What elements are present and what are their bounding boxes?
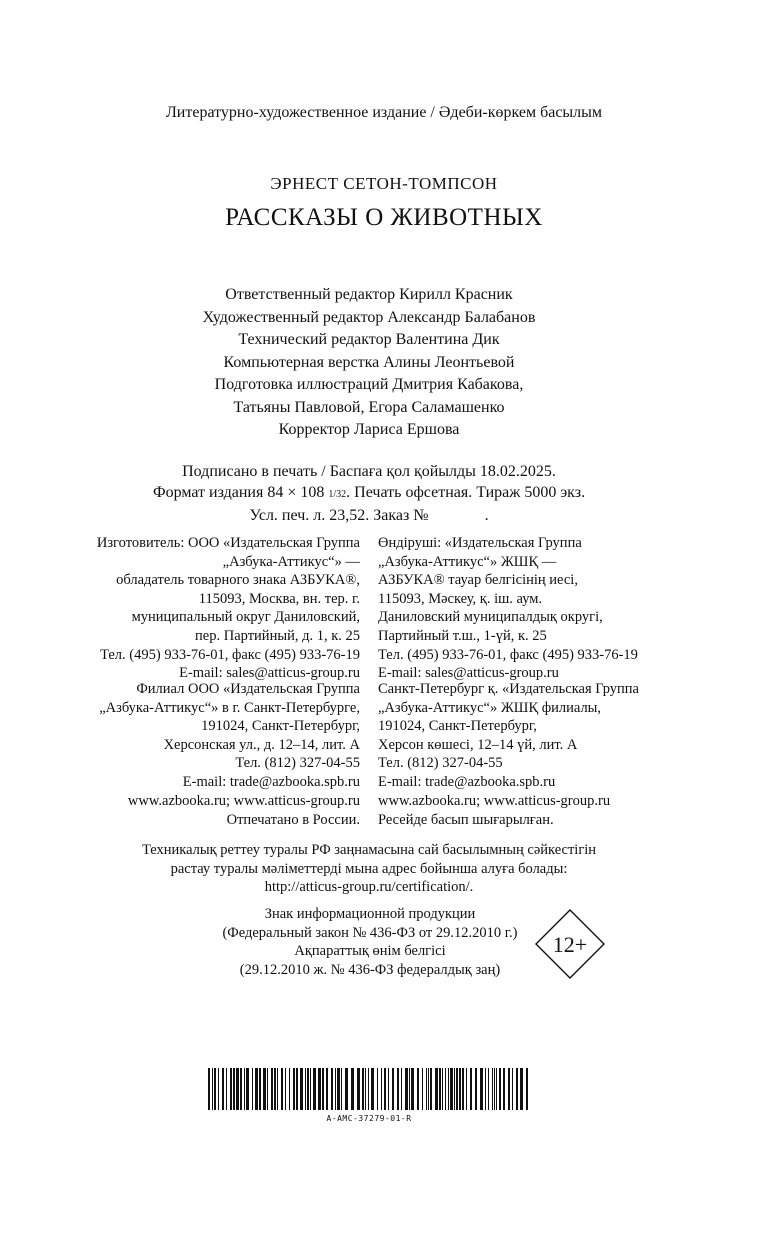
manufacturer-ru-line: 115093, Москва, вн. тер. г.	[198, 590, 360, 607]
barcode-bar	[233, 1068, 235, 1110]
manufacturer-kz-line: Даниловский муниципалдық округі,	[378, 609, 603, 626]
barcode-bar	[300, 1068, 303, 1110]
branch-ru-line: Херсонская ул., д. 12–14, лит. А	[163, 736, 360, 753]
barcode-bar	[252, 1068, 253, 1110]
edition-type: Литературно-художественное издание / Әдеби-көркем басылым	[165, 104, 603, 121]
barcode-bar	[341, 1068, 342, 1110]
barcode-bar	[405, 1068, 408, 1110]
barcode-bar	[335, 1068, 336, 1110]
web-kz	[378, 792, 610, 829]
barcode-bar	[397, 1068, 399, 1110]
barcode-bar	[454, 1068, 455, 1110]
barcode-bar	[226, 1068, 227, 1110]
branch-ru-line: Тел. (812) 327-04-55	[235, 755, 360, 772]
barcode-bar	[526, 1068, 528, 1110]
manufacturer-ru-line: „Азбука-Аттикус“» —	[222, 553, 360, 570]
barcode-bar	[466, 1068, 467, 1110]
barcode-bar	[285, 1068, 286, 1110]
manufacturer-ru-line: обладатель товарного знака АЗБУКА®,	[116, 572, 360, 589]
barcode-bar	[462, 1068, 464, 1110]
age-rating-text: 12+	[552, 932, 588, 957]
format-line	[0, 482, 738, 505]
barcode-bar	[381, 1068, 382, 1110]
barcode-bar	[310, 1068, 311, 1110]
manufacturer-kz-line: АЗБУКА® тауар белгісінің иесі,	[378, 572, 578, 589]
barcode-bar	[520, 1068, 523, 1110]
barcode-bar	[296, 1068, 298, 1110]
barcode-bar	[271, 1068, 273, 1110]
barcode-bar	[512, 1068, 513, 1110]
barcode-bar	[318, 1068, 321, 1110]
manufacturer-ru-line: Изготовитель: ООО «Издательская Группа	[96, 535, 360, 551]
barcode-label: A-AMC-37279-01-R	[326, 1114, 412, 1123]
barcode-bar	[417, 1068, 419, 1110]
barcode-bar	[435, 1068, 438, 1110]
barcode-bar	[492, 1068, 493, 1110]
branch-kz-line: Санкт-Петербург қ. «Издательская Группа	[378, 681, 639, 697]
credit-line: Художественный редактор Александр Балабанов	[202, 308, 536, 326]
barcode-bar	[503, 1068, 505, 1110]
barcode-bar	[368, 1068, 369, 1110]
barcode-bar	[313, 1068, 316, 1110]
branch-kz-email: E-mail: trade@azbooka.spb.ru	[378, 773, 556, 790]
barcode-bar	[485, 1068, 486, 1110]
info-sign-line: Знак информационной продукции	[264, 906, 476, 922]
barcode-bar	[222, 1068, 224, 1110]
barcode-bar	[508, 1068, 510, 1110]
barcode-bar	[448, 1068, 449, 1110]
barcode-bar	[516, 1068, 518, 1110]
barcode-bar	[411, 1068, 414, 1110]
barcode-bar	[230, 1068, 232, 1110]
barcode-bar	[326, 1068, 328, 1110]
barcode-bar	[362, 1068, 364, 1110]
web-ru	[128, 792, 360, 829]
barcode-bar	[255, 1068, 258, 1110]
credit-line: Корректор Лариса Ершова	[278, 421, 460, 438]
manufacturer-ru-line: Тел. (495) 933-76-01, факс (495) 933-76-19	[100, 646, 360, 663]
barcode-bar	[428, 1068, 429, 1110]
barcode-bar	[267, 1068, 268, 1110]
barcode-bar	[263, 1068, 266, 1110]
author-name: ЭРНЕСТ СЕТОН-ТОМПСОН	[270, 174, 498, 193]
barcode-bar	[305, 1068, 306, 1110]
age-rating-badge	[534, 908, 606, 980]
branch-ru-line: Филиал ООО «Издательская Группа	[136, 681, 360, 697]
info-sign-line: Ақпараттық өнім белгісі	[294, 943, 446, 960]
branch-ru-line: „Азбука-Аттикус“» в г. Санкт-Петербурге,	[99, 699, 360, 716]
branch-ru	[99, 680, 360, 792]
manufacturer-kz-line: Өндіруші: «Издательская Группа	[378, 535, 582, 551]
format-suffix: . Печать офсетная. Тираж 5000 экз.	[346, 484, 586, 501]
barcode-bar	[236, 1068, 239, 1110]
certification-block	[0, 841, 738, 897]
barcode-bar	[450, 1068, 453, 1110]
barcode-bar	[259, 1068, 261, 1110]
barcode-bar	[480, 1068, 483, 1110]
manufacturer-ru-email: E-mail: sales@atticus-group.ru	[179, 665, 360, 682]
manufacturer-kz-line: Партийный т.ш., 1-үй, к. 25	[378, 627, 547, 644]
barcode-bar	[426, 1068, 427, 1110]
branch-kz-line: 191024, Санкт-Петербург,	[378, 718, 537, 735]
barcode-bar	[244, 1068, 245, 1110]
info-sign-block	[200, 905, 540, 979]
barcode-bar	[365, 1068, 366, 1110]
manufacturer-kz-line: „Азбука-Аттикус“» ЖШҚ —	[378, 553, 557, 570]
barcode-bar	[351, 1068, 354, 1110]
manufacturer-ru-line: пер. Партийный, д. 1, к. 25	[195, 627, 360, 644]
barcode-bar	[392, 1068, 394, 1110]
barcode-bar	[388, 1068, 389, 1110]
websites-ru: www.azbooka.ru; www.atticus-group.ru	[127, 793, 360, 809]
branch-kz	[378, 680, 639, 792]
barcode-bar	[442, 1068, 443, 1110]
sheets-order-line: Усл. печ. л. 23,52. Заказ № .	[249, 507, 489, 524]
barcode-bar	[470, 1068, 472, 1110]
barcode-bar	[322, 1068, 324, 1110]
barcode-bar	[246, 1068, 249, 1110]
printed-in-russia: Отпечатано в России.	[226, 811, 360, 828]
barcode-bar	[218, 1068, 219, 1110]
branch-ru-email: E-mail: trade@azbooka.spb.ru	[182, 773, 360, 790]
barcode-bar	[357, 1068, 360, 1110]
barcode-bar	[281, 1068, 283, 1110]
barcode-bar	[401, 1068, 402, 1110]
barcode-bar	[371, 1068, 374, 1110]
print-info-block	[0, 461, 738, 526]
barcode-bar	[212, 1068, 213, 1110]
barcode-bar	[240, 1068, 242, 1110]
manufacturer-kz-line: Тел. (495) 933-76-01, факс (495) 933-76-19	[378, 646, 638, 663]
certification-line: растау туралы мәліметтерді мына адрес бойынша алуға болады:	[170, 860, 568, 877]
barcode-bar	[422, 1068, 423, 1110]
signed-to-print: Подписано в печать / Баспаға қол қойылды 18.02.2025.	[182, 463, 556, 480]
manufacturer-kz-email: E-mail: sales@atticus-group.ru	[378, 665, 559, 682]
credit-line: Татьяны Павловой, Егора Саламашенко	[233, 398, 505, 416]
printed-in-russia-kz: Ресейде басып шығарылған.	[378, 811, 554, 828]
branch-ru-line: 191024, Санкт-Петербург,	[201, 718, 360, 735]
certification-line: Техникалық реттеу туралы РФ заңнамасына сай басылымның сәйкестігін	[141, 842, 597, 858]
barcode-bar	[488, 1068, 489, 1110]
barcode-bar	[459, 1068, 461, 1110]
barcode-bar	[475, 1068, 477, 1110]
barcode-bar	[494, 1068, 495, 1110]
barcode-bar	[289, 1068, 290, 1110]
book-title: РАССКАЗЫ О ЖИВОТНЫХ	[225, 204, 543, 231]
barcode-bar	[274, 1068, 276, 1110]
barcode-bar	[409, 1068, 410, 1110]
barcode-bar	[214, 1068, 216, 1110]
barcode-bar	[277, 1068, 278, 1110]
credit-line: Ответственный редактор Кирилл Красник	[225, 286, 513, 303]
credit-line: Подготовка иллюстраций Дмитрия Кабакова,	[214, 376, 524, 393]
barcode-bar	[337, 1068, 340, 1110]
barcode-bar	[456, 1068, 458, 1110]
credit-line: Технический редактор Валентина Дик	[238, 331, 500, 348]
format-fraction: 1/32	[328, 489, 347, 500]
barcode-bar	[499, 1068, 501, 1110]
manufacturer-kz-line: 115093, Мәскеу, қ. іш. аум.	[378, 590, 543, 607]
format-prefix: Формат издания 84 × 108	[152, 484, 329, 501]
manufacturer-kz	[378, 534, 638, 683]
barcode-bar	[439, 1068, 441, 1110]
barcode-bar	[307, 1068, 309, 1110]
barcode-bar	[345, 1068, 348, 1110]
barcode-bar	[496, 1068, 497, 1110]
branch-kz-line: „Азбука-Аттикус“» ЖШҚ филиалы,	[378, 699, 602, 716]
credits-block	[0, 284, 738, 442]
manufacturer-ru	[97, 534, 360, 683]
credit-line: Компьютерная верстка Алины Леонтьевой	[223, 353, 515, 371]
barcode-bar	[384, 1068, 386, 1110]
branch-kz-line: Тел. (812) 327-04-55	[378, 755, 503, 772]
websites-kz: www.azbooka.ru; www.atticus-group.ru	[378, 793, 611, 809]
barcode-bar	[293, 1068, 295, 1110]
certification-url: http://atticus-group.ru/certification/.	[264, 879, 474, 896]
barcode-bar	[208, 1068, 210, 1110]
barcode-bar	[331, 1068, 333, 1110]
barcode	[206, 1068, 532, 1110]
branch-kz-line: Херсон көшесі, 12–14 үй, лит. А	[378, 736, 578, 753]
barcode-bar	[445, 1068, 446, 1110]
barcode-bar	[377, 1068, 378, 1110]
barcode-bar	[430, 1068, 432, 1110]
info-sign-line: (29.12.2010 ж. № 436-ФЗ федералдық заң)	[239, 961, 501, 978]
info-sign-line: (Федеральный закон № 436-ФЗ от 29.12.2010 г.)	[222, 924, 518, 941]
manufacturer-ru-line: муниципальный округ Даниловский,	[131, 609, 360, 626]
